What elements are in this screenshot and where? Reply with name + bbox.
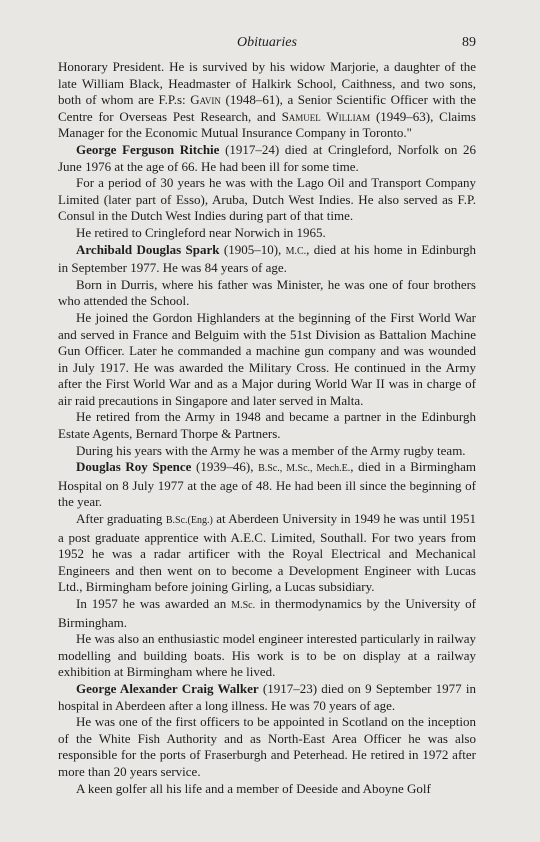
text-run: (1939–46),: [191, 459, 259, 475]
obituary-name: Archibald Douglas Spark: [76, 241, 220, 257]
paragraph: Born in Durris, where his father was Minister, he was one of four brothers who attended the School.: [58, 276, 476, 309]
text-run: (1949–63), Claims Manager for the Economic Mutual Insurance Company in Toronto.": [58, 108, 476, 141]
page-number: 89: [462, 35, 476, 50]
text-run: in thermodynamics by the University of Birmingham.: [58, 596, 476, 630]
obituary-spark: [58, 242, 476, 277]
degree: M.Sc.: [231, 600, 256, 611]
degree: B.Sc., M.Sc., Mech.E.: [258, 463, 351, 475]
obituary-walker: [58, 681, 476, 714]
paragraph: He was one of the first officers to be appointed in Scotland on the inception of the White Fish Authority and as North-East Area Officer he was also responsible for the ports of Fraserburgh and Peterhead. He retired in 1972 after more than 20 years service.: [58, 714, 476, 779]
text-run: , died in a Birmingham Hospital on 8 July 1977 at the age of 48. He had been ill since the beginning of the year.: [58, 459, 476, 510]
text-run: (1917–23) died on 9 September 1977 in hospital in Aberdeen after a long illness. He was 70 years of age.: [58, 680, 476, 713]
degree: B.Sc.(Eng.): [165, 515, 213, 527]
paragraph: During his years with the Army he was a member of the Army rugby team.: [76, 442, 466, 458]
son-name: Samuel William: [281, 108, 371, 124]
body-text: [58, 59, 476, 797]
degree: M.C.: [285, 245, 307, 257]
paragraph-continuation: [58, 59, 476, 142]
paragraph: [58, 596, 476, 631]
running-title: Obituaries: [237, 35, 297, 50]
son-name: Gavin: [190, 92, 221, 108]
text-run: (1948–61), a Senior Scientific Officer with the Centre for Overseas Pest Research, and: [58, 92, 476, 124]
obituary-spence: [58, 459, 476, 511]
text-run: , died at his home in Edinburgh in September 1977. He was 84 years of age.: [58, 241, 476, 276]
text-run: (1917–24) died at Cringleford, Norfolk on 26 June 1976 at the age of 66. He had been ill for some time.: [58, 141, 477, 174]
text-run: (1905–10),: [219, 241, 286, 257]
paragraph: He joined the Gordon Highlanders at the beginning of the First World War and served in France and Belguim with the 51st Division as Battalion Machine Gun Officer. Later he commanded a machine gun company and was wounded in July 1917. He was awarded the Military Cross. He continued in the Army after the First World War and as a Major during World War II was in charge of air raid precautions in Singapore and later served in Malta.: [58, 309, 476, 408]
obituary-name: Douglas Roy Spence: [76, 459, 192, 475]
paragraph: For a period of 30 years he was with the Lago Oil and Transport Company Limited (later part of Esso), Aruba, Dutch West Indies. He also served as F.P. Consul in the Dutch West Indies during part of that time.: [58, 175, 476, 224]
running-head: [58, 33, 476, 53]
text-run: at Aberdeen University in 1949 he was until 1951 a post graduate apprentice with A.E.C. Limited, Southall. For two years from 1952 he was a radar artificer with the Royal Electrical and Mechanical Engineers and then went on to become a Development Engineer with Lucas Ltd., Birmingham before joining Girling, a Lucas subsidiary.: [58, 511, 476, 595]
obituary-name: George Ferguson Ritchie: [76, 141, 220, 157]
text-run: After graduating: [76, 511, 166, 527]
text-run: In 1957 he was awarded an: [76, 596, 232, 611]
text-run: Honorary President. He is survived by his widow Marjorie, a daughter of the late William Black, Headmaster of Halkirk School, Caithness, and two sons, both of whom are F.P.s:: [58, 59, 476, 108]
paragraph: He retired from the Army in 1948 and became a partner in the Edinburgh Estate Agents, Bernard Thorpe & Partners.: [58, 409, 476, 442]
paragraph: A keen golfer all his life and a member of Deeside and Aboyne Golf: [76, 780, 431, 796]
paragraph: [58, 511, 476, 596]
obituary-ritchie: [58, 142, 476, 175]
paragraph: He was also an enthusiastic model engineer interested particularly in railway modelling and building boats. His work is to be on display at a railway exhibition at Birmingham where he lived.: [58, 631, 476, 680]
paragraph: He retired to Cringleford near Norwich in 1965.: [76, 224, 326, 240]
obituary-name: George Alexander Craig Walker: [76, 680, 259, 696]
